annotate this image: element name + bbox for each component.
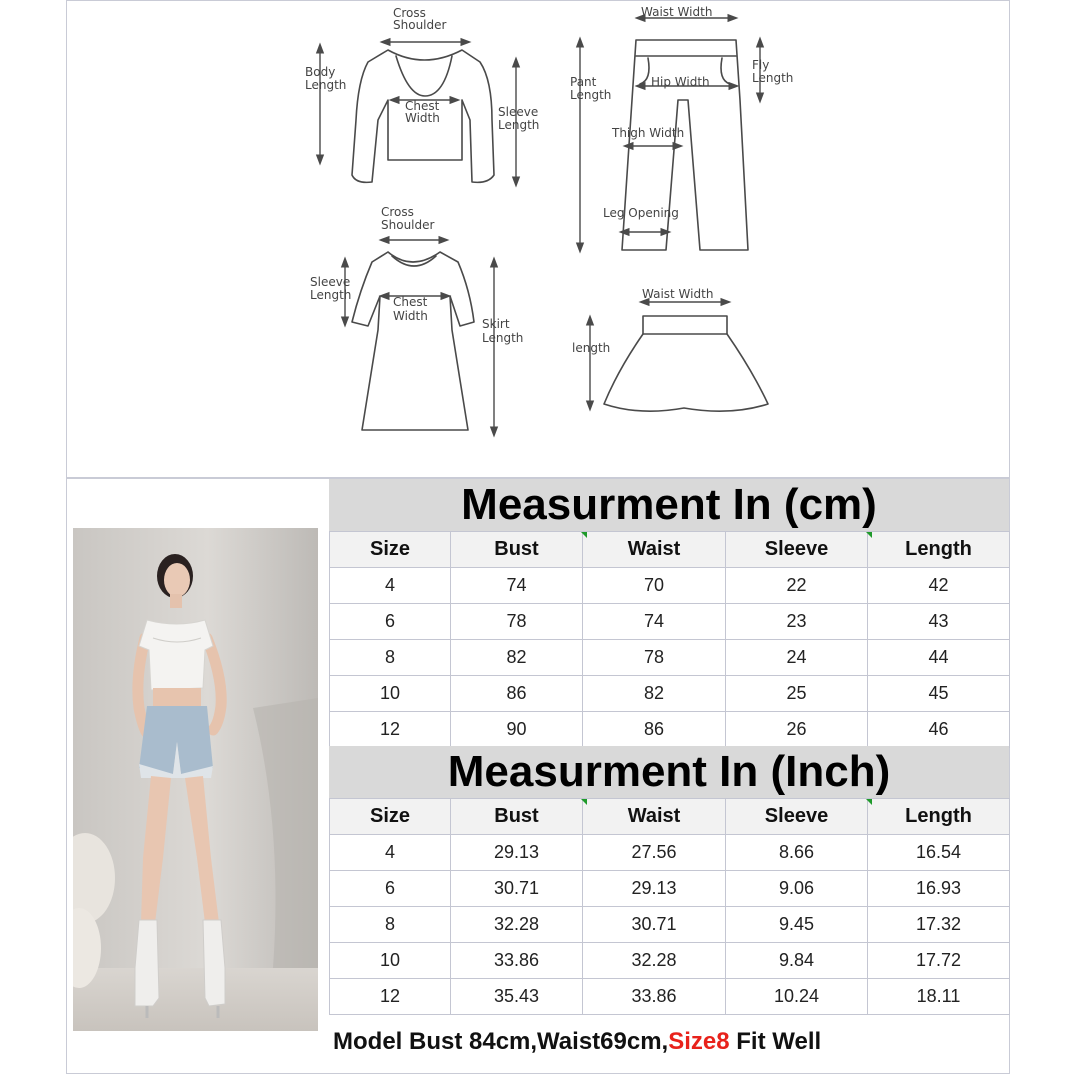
model-photo — [73, 528, 318, 1031]
cell: 24 — [726, 640, 868, 676]
cell: 9.84 — [726, 943, 868, 979]
cell: 10 — [330, 943, 451, 979]
cell: 9.45 — [726, 907, 868, 943]
cm-table-title: Measurment In (cm) — [329, 479, 1009, 531]
cm-header-sleeve: Sleeve — [726, 532, 868, 568]
fit-note-size: Size8 — [668, 1028, 730, 1055]
measurement-diagrams — [0, 0, 1074, 478]
cell: 78 — [583, 640, 726, 676]
cm-header-bust: Bust — [451, 532, 583, 568]
inch-header-sleeve: Sleeve — [726, 799, 868, 835]
pant-leg-opening-label: Leg Opening — [603, 206, 679, 220]
cell: 26 — [726, 712, 868, 748]
fit-note-prefix: Model Bust 84cm,Waist69cm, — [333, 1028, 669, 1055]
cell: 46 — [868, 712, 1010, 748]
cell: 8 — [330, 640, 451, 676]
pants-diagram — [570, 5, 793, 250]
cell: 8 — [330, 907, 451, 943]
dress-sleeve-length-label: Sleeve Length — [310, 275, 352, 302]
cell: 90 — [451, 712, 583, 748]
pant-hip-width-label: Hip Width — [651, 75, 710, 89]
table-row — [330, 907, 1010, 943]
cell: 32.28 — [583, 943, 726, 979]
cm-size-table — [329, 479, 1009, 748]
skirt-waist-width-label: Waist Width — [642, 287, 714, 301]
cell-marker-icon — [581, 799, 587, 805]
top-sleeve-length-label: Sleeve Length — [498, 105, 540, 132]
cell: 8.66 — [726, 835, 868, 871]
cell: 18.11 — [868, 979, 1010, 1015]
cell: 10 — [330, 676, 451, 712]
model-fit-note — [333, 1028, 821, 1056]
dress-skirt-length-label: Skirt Length — [482, 317, 524, 345]
inch-table-header-row — [330, 799, 1010, 835]
cm-table-header-row — [330, 532, 1010, 568]
cell: 86 — [451, 676, 583, 712]
cm-header-size: Size — [330, 532, 451, 568]
cell: 82 — [451, 640, 583, 676]
cell: 30.71 — [583, 907, 726, 943]
cell: 12 — [330, 979, 451, 1015]
table-row — [330, 979, 1010, 1015]
cell: 30.71 — [451, 871, 583, 907]
cell: 45 — [868, 676, 1010, 712]
cell: 74 — [583, 604, 726, 640]
cm-header-waist: Waist — [583, 532, 726, 568]
table-row — [330, 604, 1010, 640]
cell: 4 — [330, 568, 451, 604]
inch-header-size: Size — [330, 799, 451, 835]
cell: 86 — [583, 712, 726, 748]
cell: 29.13 — [583, 871, 726, 907]
cell: 82 — [583, 676, 726, 712]
cell: 33.86 — [451, 943, 583, 979]
inch-table-title: Measurment In (Inch) — [329, 746, 1009, 798]
cell: 33.86 — [583, 979, 726, 1015]
cell: 12 — [330, 712, 451, 748]
inch-header-length: Length — [868, 799, 1010, 835]
cell: 4 — [330, 835, 451, 871]
dress-cross-shoulder-label: Cross Shoulder — [381, 205, 435, 232]
dress-diagram — [310, 205, 523, 432]
cell: 27.56 — [583, 835, 726, 871]
pant-thigh-width-label: Thigh Width — [612, 126, 685, 140]
table-row — [330, 676, 1010, 712]
cell: 29.13 — [451, 835, 583, 871]
cm-header-length: Length — [868, 532, 1010, 568]
cell-marker-icon — [581, 532, 587, 538]
inch-header-waist: Waist — [583, 799, 726, 835]
table-row — [330, 943, 1010, 979]
cell-marker-icon — [866, 532, 872, 538]
cell: 42 — [868, 568, 1010, 604]
skirt-length-label: length — [572, 341, 611, 355]
cell: 9.06 — [726, 871, 868, 907]
cell: 44 — [868, 640, 1010, 676]
cell: 17.32 — [868, 907, 1010, 943]
cell: 70 — [583, 568, 726, 604]
fit-note-suffix: Fit Well — [729, 1028, 822, 1055]
cell: 23 — [726, 604, 868, 640]
top-cross-shoulder-label: Cross Shoulder — [393, 6, 447, 32]
table-row — [330, 640, 1010, 676]
cell: 43 — [868, 604, 1010, 640]
top-body-length-label: Body Length — [305, 65, 347, 92]
cell-marker-icon — [866, 799, 872, 805]
cell: 16.93 — [868, 871, 1010, 907]
inch-size-table — [329, 746, 1009, 1015]
pant-waist-width-label: Waist Width — [641, 5, 713, 19]
inch-header-bust: Bust — [451, 799, 583, 835]
table-row — [330, 568, 1010, 604]
cell: 74 — [451, 568, 583, 604]
cell: 16.54 — [868, 835, 1010, 871]
cell: 17.72 — [868, 943, 1010, 979]
skirt-diagram — [572, 287, 768, 411]
top-diagram — [305, 6, 539, 182]
cell: 35.43 — [451, 979, 583, 1015]
cell: 6 — [330, 604, 451, 640]
cell: 10.24 — [726, 979, 868, 1015]
cell: 6 — [330, 871, 451, 907]
dress-chest-width-label: Chest Width — [393, 295, 428, 323]
cell: 78 — [451, 604, 583, 640]
pant-length-label: Pant Length — [570, 75, 612, 102]
table-row — [330, 712, 1010, 748]
pant-fly-length-label: Fly Length — [752, 58, 794, 85]
cell: 22 — [726, 568, 868, 604]
table-row — [330, 871, 1010, 907]
table-row — [330, 835, 1010, 871]
top-chest-width-label: Chest Width — [405, 99, 440, 125]
cell: 25 — [726, 676, 868, 712]
cell: 32.28 — [451, 907, 583, 943]
